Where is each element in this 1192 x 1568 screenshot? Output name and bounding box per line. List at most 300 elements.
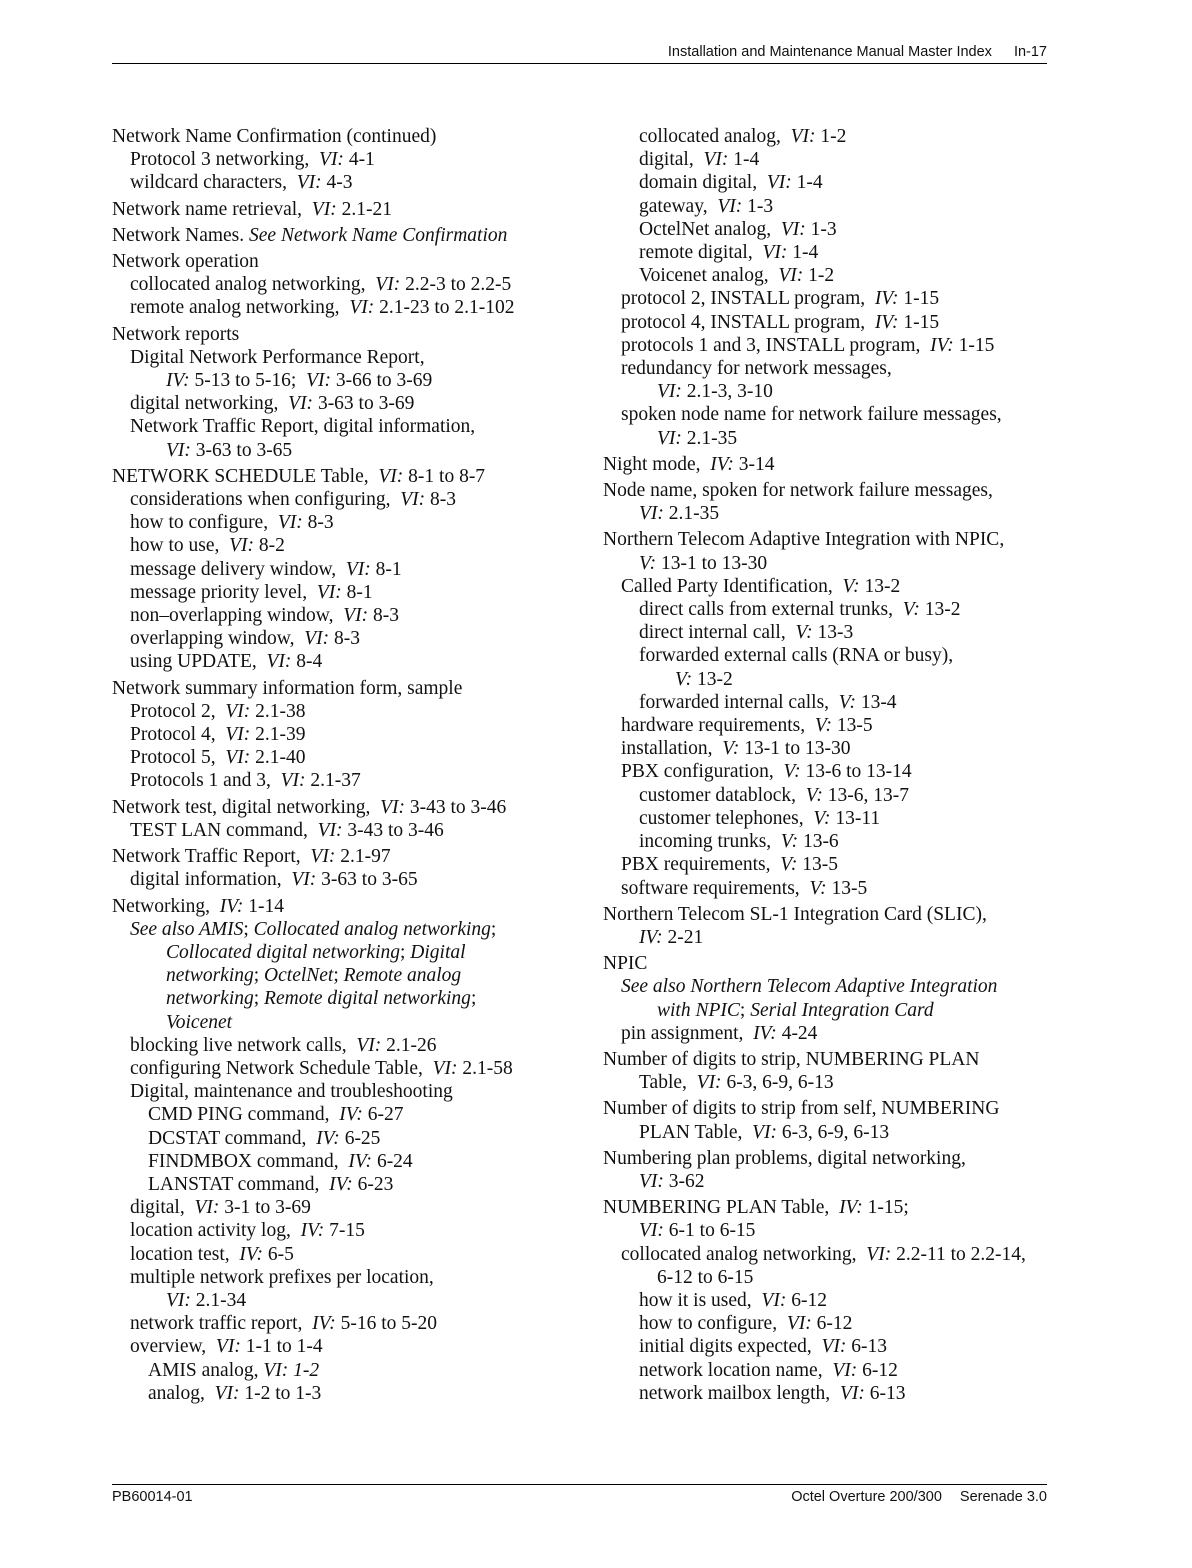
index-entry [112, 488, 587, 511]
volume-label: VI: [432, 1057, 458, 1079]
index-entry: See also AMIS; Collocated analog networking; [130, 918, 497, 940]
volume-label: VI: [291, 869, 317, 891]
entry-term: Network Traffic Report, digital information, [130, 416, 476, 438]
volume-label: VI: [229, 535, 255, 557]
page-reference: 4-3 [321, 172, 353, 194]
entry-term: digital information, [130, 869, 282, 891]
page-reference: 8-3 [302, 512, 334, 534]
index-entry [603, 621, 1051, 644]
entry-term: configuring Network Schedule Table, [130, 1057, 423, 1079]
index-entry [603, 125, 1051, 148]
index-entry [112, 148, 587, 171]
volume-label: VI: [343, 605, 369, 627]
volume-label: IV: [329, 1173, 353, 1195]
entry-term: considerations when configuring, [130, 489, 391, 511]
page-reference: 13-6 [798, 831, 839, 853]
page-reference: 13-3 [812, 622, 854, 644]
entry-term: Number of digits to strip, NUMBERING PLAN [603, 1048, 980, 1070]
volume-label: VI: [780, 218, 806, 240]
page-reference: 1-4 [728, 149, 760, 171]
page-reference: 2.1-38 [250, 700, 306, 722]
index-entry [112, 1289, 587, 1312]
page-reference: 1-15 [898, 311, 940, 333]
page-reference: 2.1-21 [336, 198, 392, 220]
index-entry [112, 845, 587, 868]
index-entry: networking; OctelNet; Remote analog [166, 965, 462, 987]
page-reference: 13-2 [692, 668, 733, 690]
entry-term: Protocol 2, [130, 700, 216, 722]
entry-term: network location name, [639, 1359, 823, 1381]
index-entry [603, 903, 1051, 926]
page-reference: 2.2-11 to 2.2-14, [891, 1243, 1026, 1265]
footer-product-name: Octel Overture 200/300 [791, 1489, 942, 1505]
footer-release: Serenade 3.0 [959, 1489, 1047, 1505]
entry-term: installation, [621, 738, 713, 760]
page-reference: 2.1-37 [305, 770, 361, 792]
index-entry [112, 125, 587, 148]
index-entry [112, 769, 587, 792]
page-reference: 4-24 [776, 1022, 818, 1044]
entry-term: Protocol 5, [130, 747, 216, 769]
index-entry [603, 926, 1051, 949]
entry-term: Number of digits to strip from self, NUMBERING [603, 1098, 1000, 1120]
entry-term: collocated analog networking, [621, 1243, 857, 1265]
index-entry [112, 1057, 587, 1080]
index-entry [603, 952, 1051, 975]
volume-label: V: [795, 622, 813, 644]
page-reference: 2.1-26 [381, 1034, 437, 1056]
entry-term: remote analog networking, [130, 297, 340, 319]
entry-term: wildcard characters, [130, 172, 287, 194]
page-reference: 1-4 [787, 242, 819, 264]
entry-term: forwarded internal calls, [639, 691, 830, 713]
volume-label: VI: [778, 265, 804, 287]
volume-label: VI: [310, 846, 336, 868]
volume-label: IV: [874, 288, 899, 310]
index-entry [603, 1097, 1051, 1120]
page-reference: 6-3, 6-9, 6-13 [721, 1072, 834, 1094]
entry-term: overlapping window, [130, 628, 295, 650]
index-entry [112, 746, 587, 769]
index-entry [603, 552, 1051, 575]
entry-term: direct internal call, [639, 622, 786, 644]
volume-label: IV: [300, 1220, 325, 1242]
entry-term: gateway, [639, 195, 708, 217]
entry-term: location test, [130, 1243, 230, 1265]
entry-term: Protocol 3 networking, [130, 149, 310, 171]
volume-label: VI: [225, 700, 251, 722]
index-entry [603, 403, 1051, 426]
volume-label: IV: [753, 1022, 777, 1044]
entry-term: Protocols 1 and 3, [130, 770, 271, 792]
index-entry [603, 1121, 1051, 1144]
index-entry [112, 677, 587, 700]
index-entry [112, 439, 587, 462]
index-entry [112, 273, 587, 296]
volume-label: VI: [839, 1382, 865, 1404]
entry-term: Digital, maintenance and troubleshooting [130, 1081, 453, 1103]
index-entry [112, 465, 587, 488]
index-entry [603, 598, 1051, 621]
index-entry [112, 723, 587, 746]
entry-term: message priority level, [130, 581, 308, 603]
index-entry [112, 296, 587, 319]
page-reference: 6-12 [811, 1313, 853, 1335]
page-reference: 3-63 to 3-69 [313, 393, 415, 415]
page-reference: 6-12 [857, 1359, 898, 1381]
page-reference: 3-14 [733, 453, 775, 475]
index-entry [603, 453, 1051, 476]
running-header [112, 41, 1047, 64]
page-reference: 3-43 to 3-46 [404, 796, 507, 818]
entry-term: Digital Network Performance Report, [130, 346, 425, 368]
index-entry [603, 1289, 1051, 1312]
entry-term: network mailbox length, [639, 1382, 831, 1404]
index-entry [112, 604, 587, 627]
index-entry [603, 218, 1051, 241]
index-entry [112, 1196, 587, 1219]
volume-label: IV: [239, 1243, 264, 1265]
index-entry [603, 1071, 1051, 1094]
index-entry [112, 700, 587, 723]
page-reference: 1-1 to 1-4 [240, 1336, 323, 1358]
page-reference: 8-1 [341, 581, 373, 603]
entry-term: how to use, [130, 535, 220, 557]
entry-term: how to configure, [130, 512, 269, 534]
entry-term: how it is used, [639, 1289, 752, 1311]
index-entry: AMIS analog, VI: 1-2 [148, 1359, 320, 1381]
volume-label: VI: [306, 370, 331, 392]
index-entry [603, 287, 1051, 310]
index-entry [112, 198, 587, 221]
entry-term: FINDMBOX command, [148, 1150, 339, 1172]
page-reference: 1-3 [742, 195, 774, 217]
footer-rule [112, 1484, 1047, 1485]
index-entry [112, 511, 587, 534]
index-entry [603, 1266, 1051, 1289]
page-reference: 1-4 [791, 172, 823, 194]
volume-label: VI: [194, 1197, 220, 1219]
entry-term: customer datablock, [639, 784, 797, 806]
index-entry [603, 148, 1051, 171]
page-reference: 13-6 to 13-14 [800, 761, 912, 783]
volume-label: VI: [762, 242, 788, 264]
volume-label: VI: [304, 628, 330, 650]
index-entry [603, 830, 1051, 853]
entry-term: analog, [148, 1382, 205, 1404]
index-entry [603, 1196, 1051, 1219]
entry-term: how to configure, [639, 1313, 778, 1335]
index-entry [112, 581, 587, 604]
index-entry [112, 323, 587, 346]
entry-term: NETWORK SCHEDULE Table, [112, 465, 369, 487]
volume-label: V: [813, 807, 831, 829]
entry-term: Network Names. [112, 224, 245, 246]
volume-label: VI: [766, 172, 792, 194]
entry-term: DCSTAT command, [148, 1127, 307, 1149]
entry-term: network traffic report, [130, 1313, 303, 1335]
volume-label: VI: [345, 558, 371, 580]
index-entry [112, 250, 587, 273]
volume-label: IV: [312, 1313, 336, 1335]
entry-term: digital, [639, 149, 694, 171]
volume-label: VI: [717, 195, 743, 217]
page-reference: 2.1-34 [190, 1289, 247, 1311]
volume-label: IV: [639, 926, 663, 948]
entry-term: LANSTAT command, [148, 1173, 320, 1195]
page-reference: 6-13 [846, 1336, 888, 1358]
index-entry [603, 380, 1051, 403]
volume-label: VI: [866, 1243, 892, 1265]
volume-label: VI: [378, 465, 404, 487]
page-reference: 2.1-35 [663, 503, 720, 525]
page-reference: 13-2 [859, 575, 901, 597]
index-entry: with NPIC; Serial Integration Card [657, 999, 934, 1021]
volume-label: VI: [790, 126, 816, 147]
entry-term: protocols 1 and 3, INSTALL program, [621, 334, 921, 356]
volume-label: VI: [696, 1072, 722, 1094]
page-reference: 1-2 to 1-3 [239, 1382, 322, 1404]
index-entry [112, 1219, 587, 1242]
entry-term: software requirements, [621, 877, 800, 899]
index-entry [112, 534, 587, 557]
page-reference: 6-25 [339, 1127, 381, 1149]
volume-label: V: [838, 691, 856, 713]
page-reference: 2-21 [662, 926, 704, 948]
page-reference: 2.1-58 [457, 1057, 513, 1079]
volume-label: V: [722, 738, 740, 760]
volume-label: IV: [839, 1197, 863, 1219]
volume-label: VI: [752, 1121, 778, 1143]
volume-label: IV: [339, 1104, 363, 1126]
entry-term: pin assignment, [621, 1022, 744, 1044]
volume-label: V: [842, 575, 860, 597]
page-reference: 13-5 [831, 715, 873, 737]
page-reference: 8-4 [291, 651, 323, 673]
entry-term: Protocol 4, [130, 724, 216, 746]
index-entry [112, 415, 587, 438]
entry-term: customer telephones, [639, 807, 804, 829]
volume-label: V: [814, 715, 832, 737]
volume-label: VI: [657, 381, 682, 403]
volume-label: VI: [639, 1170, 664, 1192]
index-entry [112, 1243, 587, 1266]
index-entry [603, 528, 1051, 551]
page-reference: 3-63 to 3-65 [316, 869, 418, 891]
volume-label: VI: [832, 1359, 858, 1381]
index-entry [603, 1382, 1051, 1405]
entry-term: Network test, digital networking, [112, 796, 371, 818]
entry-term: hardware requirements, [621, 715, 806, 737]
entry-term: multiple network prefixes per location, [130, 1266, 434, 1288]
entry-term: using UPDATE, [130, 651, 257, 673]
volume-label: VI: [319, 149, 344, 171]
volume-label: VI: [288, 393, 314, 415]
entry-term: Network reports [112, 323, 240, 345]
page-reference: 2.1-39 [250, 724, 306, 746]
index-entry [603, 1219, 1051, 1242]
index-entry: networking; Remote digital networking; [166, 988, 477, 1010]
index-entry [603, 714, 1051, 737]
see-reference: See Network Name Confirmation [249, 224, 508, 246]
page-reference: 1-15 [898, 288, 940, 310]
volume-label: V: [780, 831, 799, 853]
index-entry [112, 1266, 587, 1289]
index-entry [112, 558, 587, 581]
index-entry [112, 346, 587, 369]
index-entry [603, 427, 1051, 450]
index-entry [603, 1359, 1051, 1382]
index-entry [603, 784, 1051, 807]
volume-label: VI: [639, 503, 664, 525]
page-reference: 6-5 [263, 1243, 294, 1265]
entry-term: Table, [639, 1072, 687, 1094]
page-reference: 1-2 [815, 126, 847, 147]
entry-term: Network summary information form, sample [112, 677, 463, 699]
page-reference: 3-63 to 3-65 [190, 439, 293, 461]
volume-label: IV: [219, 895, 244, 917]
index-entry [603, 575, 1051, 598]
volume-label: IV: [316, 1127, 340, 1149]
page-reference: 1-15 [953, 334, 995, 356]
index-entry [603, 807, 1051, 830]
index-entry [112, 224, 587, 247]
page-reference: 1-3 [805, 218, 837, 240]
entry-term: TEST LAN command, [130, 819, 308, 841]
volume-label: VI: [266, 651, 292, 673]
volume-label: VI: [317, 819, 343, 841]
entry-term: PLAN Table, [639, 1121, 743, 1143]
entry-term: Northern Telecom Adaptive Integration with NPIC, [603, 529, 1005, 551]
index-entry [112, 1312, 587, 1335]
index-entry [112, 627, 587, 650]
index-entry [603, 1147, 1051, 1170]
page-reference: 6-27 [362, 1104, 404, 1126]
volume-label: VI: [296, 172, 322, 194]
index-entry [603, 644, 1051, 667]
entry-term: CMD PING command, [148, 1104, 330, 1126]
entry-term: PBX requirements, [621, 854, 771, 876]
volume-label: VI: [786, 1313, 812, 1335]
index-entry: Collocated digital networking; Digital [166, 941, 466, 963]
index-entry [112, 1382, 587, 1405]
entry-term: collocated analog, [639, 126, 781, 147]
page-reference: 13-1 to 13-30 [656, 552, 768, 574]
page-reference: 6-3, 6-9, 6-13 [777, 1121, 890, 1143]
index-entry [112, 1150, 587, 1173]
entry-term: blocking live network calls, [130, 1034, 347, 1056]
page-reference: 1-14 [243, 895, 285, 917]
entry-term: forwarded external calls (RNA or busy), [639, 645, 954, 667]
page-reference: 13-11 [830, 807, 881, 829]
page-reference: 6-1 to 6-15 [663, 1220, 756, 1242]
index-entry [112, 895, 587, 918]
volume-label: VI: [821, 1336, 847, 1358]
entry-term: Called Party Identification, [621, 575, 833, 597]
page-reference: 2.1-35 [681, 427, 738, 449]
volume-label: VI: [225, 724, 251, 746]
index-entry [603, 1335, 1051, 1358]
volume-label: V: [809, 877, 827, 899]
entry-term: initial digits expected, [639, 1336, 812, 1358]
entry-term: protocol 4, INSTALL program, [621, 311, 866, 333]
volume-label: VI: [225, 747, 251, 769]
index-entry [112, 1127, 587, 1150]
page-reference: 8-1 [370, 558, 402, 580]
index-entry [603, 241, 1051, 264]
entry-term: digital, [130, 1197, 185, 1219]
page-reference: 13-5 [826, 877, 868, 899]
entry-term: Network Name Confirmation (continued) [112, 126, 437, 147]
volume-label: V: [780, 854, 798, 876]
index-entry [603, 1022, 1051, 1045]
entry-term: NUMBERING PLAN Table, [603, 1197, 830, 1219]
volume-label: V: [783, 761, 801, 783]
page-reference: 13-4 [855, 691, 897, 713]
footer-doc-number: PB60014-01 [112, 1489, 193, 1505]
index-entry [112, 171, 587, 194]
index-entry [112, 369, 587, 392]
index-entry [112, 1034, 587, 1057]
entry-term: PBX configuration, [621, 761, 774, 783]
volume-label: VI: [311, 198, 337, 220]
index-entry [603, 1048, 1051, 1071]
index-entry [112, 1103, 587, 1126]
index-entry [603, 311, 1051, 334]
index-entry [603, 1170, 1051, 1193]
entry-term: 6-12 to 6-15 [657, 1266, 754, 1288]
index-entry [603, 502, 1051, 525]
entry-term: Voicenet analog, [639, 265, 769, 287]
entry-term: Numbering plan problems, digital networking, [603, 1147, 966, 1169]
entry-term: Night mode, [603, 453, 701, 475]
page-reference: 3-1 to 3-69 [219, 1197, 311, 1219]
index-entry [603, 691, 1051, 714]
index-entry [112, 1173, 587, 1196]
page-reference: 6-13 [864, 1382, 906, 1404]
footer-product [791, 1487, 1047, 1507]
page-reference: 13-2 [919, 599, 961, 621]
volume-label: VI: [349, 297, 375, 319]
page-reference: 7-15 [324, 1220, 365, 1242]
page-reference: 13-1 to 13-30 [739, 738, 851, 760]
entry-term: incoming trunks, [639, 831, 772, 853]
index-entry [112, 796, 587, 819]
page-reference: 8-3 [329, 628, 360, 650]
volume-label: V: [805, 784, 823, 806]
page-reference: 8-3 [368, 605, 399, 627]
volume-label: IV: [710, 453, 734, 475]
volume-label: V: [675, 668, 693, 690]
page-reference: 3-66 to 3-69 [331, 370, 433, 392]
index-entry [112, 650, 587, 673]
volume-label: VI: [380, 796, 405, 818]
entry-term: redundancy for network messages, [621, 358, 892, 380]
index-entry [603, 760, 1051, 783]
volume-label: VI: [166, 439, 191, 461]
entry-term: Node name, spoken for network failure messages, [603, 480, 993, 502]
index-entry [603, 853, 1051, 876]
page-reference: 1-15; [862, 1197, 909, 1219]
index-column-left [112, 125, 587, 1405]
page-reference: 3-43 to 3-46 [342, 819, 444, 841]
volume-label: VI: [277, 512, 303, 534]
volume-label: IV: [930, 334, 954, 356]
entry-term: Networking, [112, 895, 211, 917]
index-entry [603, 1243, 1051, 1266]
volume-label: VI: [400, 489, 426, 511]
index-entry [603, 877, 1051, 900]
